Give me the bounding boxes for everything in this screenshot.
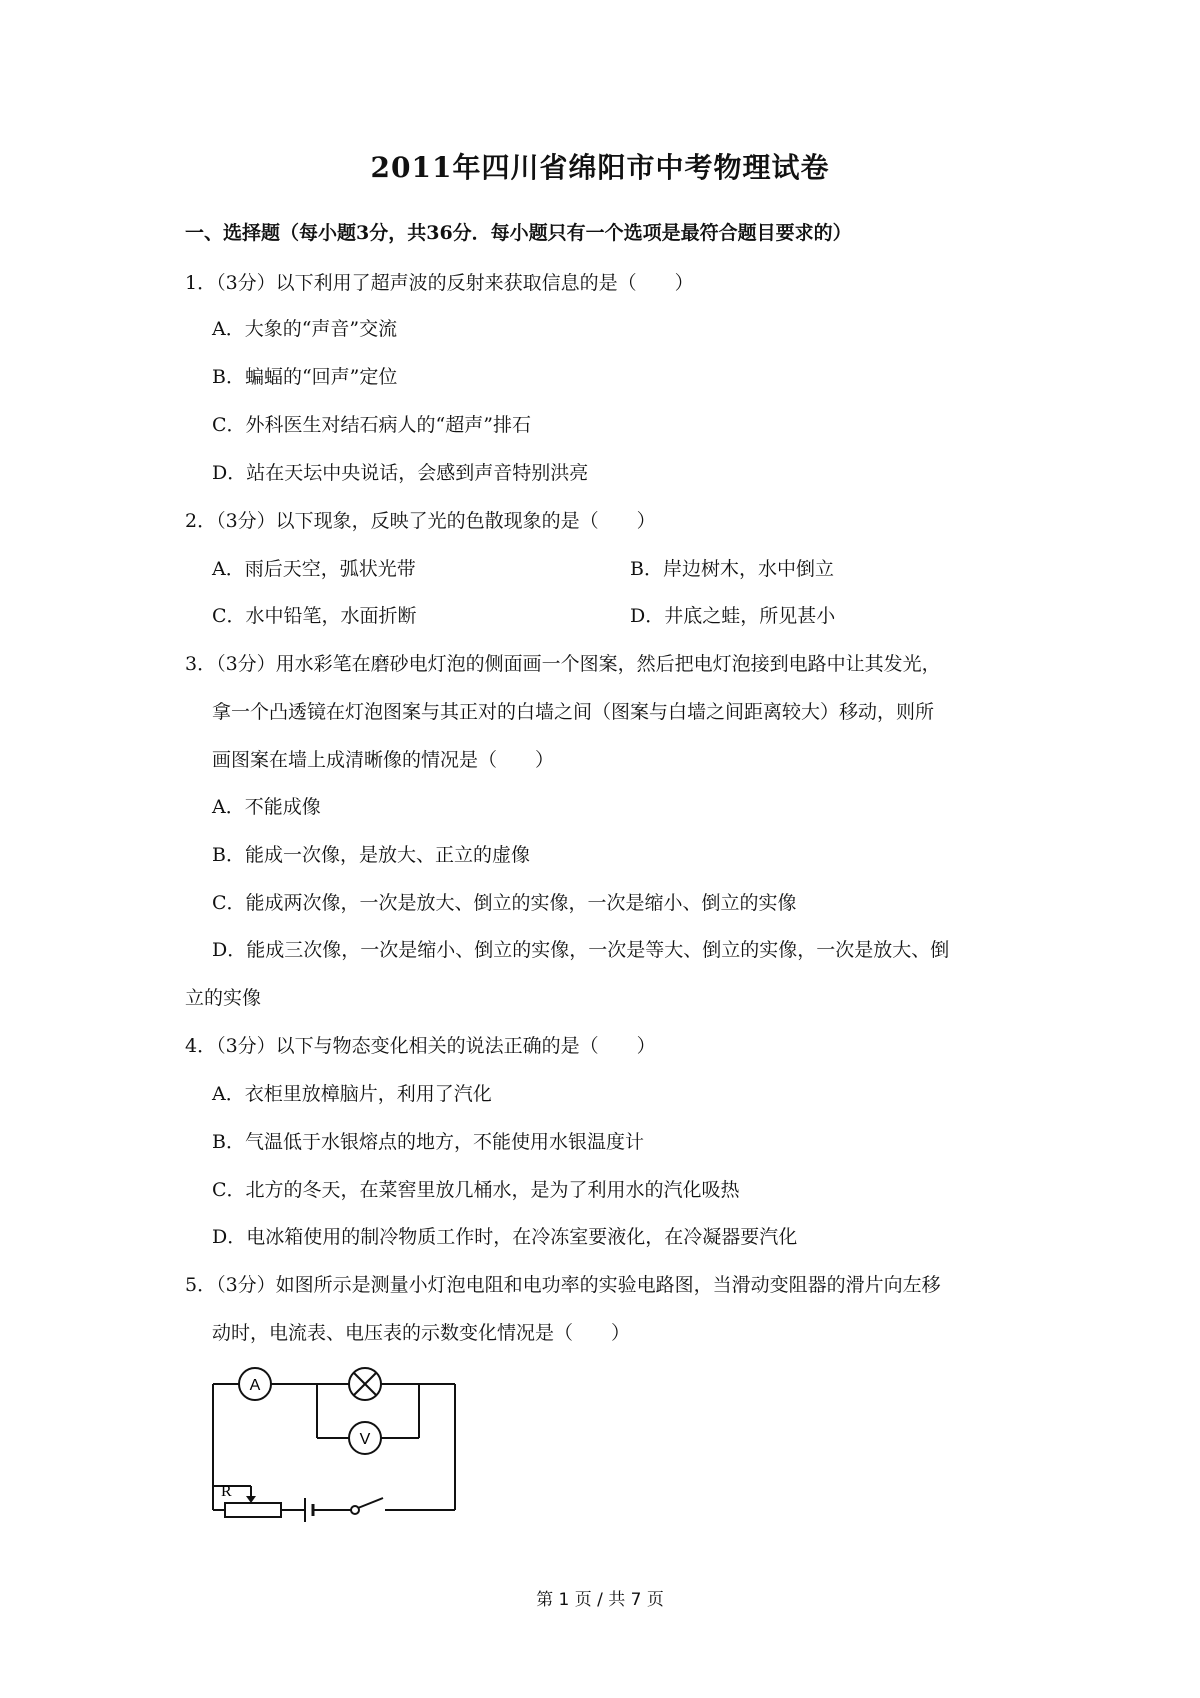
question-1-option-c: C．外科医生对结石病人的“超声”排石 [212, 414, 531, 436]
question-3-option-a: A．不能成像 [212, 796, 321, 818]
section-heading: 一、选择题（每小题3分，共36分．每小题只有一个选项是最符合题目要求的） [185, 222, 852, 244]
question-1-stem: 1．（3分）以下利用了超声波的反射来获取信息的是（ ） [185, 272, 694, 294]
question-4-option-b: B．气温低于水银熔点的地方，不能使用水银温度计 [212, 1131, 644, 1153]
question-2-stem: 2．（3分）以下现象，反映了光的色散现象的是（ ） [185, 510, 656, 532]
question-2-option-a: A．雨后天空，弧状光带 [212, 558, 416, 580]
question-1-option-d: D．站在天坛中央说话，会感到声音特别洪亮 [212, 462, 589, 484]
question-3-stem-line-1: 3．（3分）用水彩笔在磨砂电灯泡的侧面画一个图案，然后把电灯泡接到电路中让其发光， [185, 653, 941, 675]
slider-arrow-head [246, 1496, 256, 1503]
question-3-option-b: B．能成一次像，是放大、正立的虚像 [212, 844, 530, 866]
ammeter-label: A [249, 1377, 261, 1394]
question-2-option-b: B．岸边树木，水中倒立 [630, 558, 834, 580]
question-2-option-d: D．井底之蛙，所见甚小 [630, 605, 836, 627]
page-title: 2011年四川省绵阳市中考物理试卷 [370, 151, 830, 184]
resistor-label: R [221, 1483, 232, 1500]
question-3-option-c: C．能成两次像，一次是放大、倒立的实像，一次是缩小、倒立的实像 [212, 892, 797, 914]
question-2-option-c: C．水中铅笔，水面折断 [212, 605, 417, 627]
rheostat-icon [225, 1503, 281, 1517]
circuit-diagram [205, 1362, 465, 1532]
question-4-option-c: C．北方的冬天，在菜窖里放几桶水，是为了利用水的汽化吸热 [212, 1179, 740, 1201]
page-footer: 第 1 页 / 共 7 页 [536, 1590, 664, 1610]
question-1-option-b: B．蝙蝠的“回声”定位 [212, 366, 398, 388]
question-1-option-a: A．大象的“声音”交流 [212, 318, 398, 340]
question-4-option-a: A．衣柜里放樟脑片，利用了汽化 [212, 1083, 492, 1105]
question-3-option-d-line-2: 立的实像 [185, 987, 262, 1009]
question-5-stem-line-2: 动时，电流表、电压表的示数变化情况是（ ） [212, 1322, 631, 1344]
question-4-option-d: D．电冰箱使用的制冷物质工作时，在冷冻室要液化，在冷凝器要汽化 [212, 1226, 798, 1248]
question-3-stem-line-2: 拿一个凸透镜在灯泡图案与其正对的白墙之间（图案与白墙之间距离较大）移动，则所 [212, 701, 935, 723]
switch-blade-icon [358, 1498, 383, 1508]
question-3-option-d-line-1: D．能成三次像，一次是缩小、倒立的实像，一次是等大、倒立的实像，一次是放大、倒 [212, 939, 950, 961]
question-5-stem-line-1: 5．（3分）如图所示是测量小灯泡电阻和电功率的实验电路图，当滑动变阻器的滑片向左移 [185, 1274, 941, 1296]
question-3-stem-line-3: 画图案在墙上成清晰像的情况是（ ） [212, 749, 555, 771]
voltmeter-label: V [359, 1431, 371, 1448]
question-4-stem: 4．（3分）以下与物态变化相关的说法正确的是（ ） [185, 1035, 656, 1057]
